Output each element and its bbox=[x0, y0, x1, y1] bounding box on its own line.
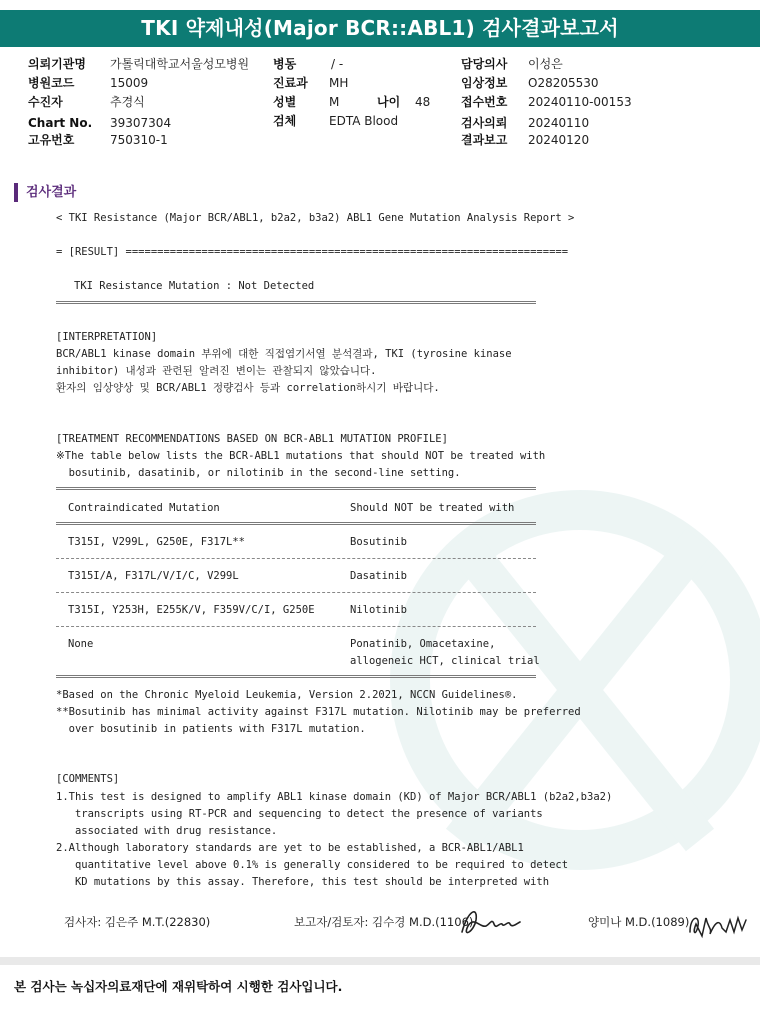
result-line: TKI Resistance Mutation : Not Detected bbox=[74, 280, 315, 292]
interpretation-line: BCR/ABL1 kinase domain 부위에 대한 직접염기서열 분석결과, TKI (tyrosine kinase bbox=[56, 348, 512, 360]
footnote: **Bosutinib has minimal activity against F317L mutation. Nilotinib may be preferred bbox=[56, 706, 581, 718]
info-row-ward: 병동 / - bbox=[273, 57, 344, 71]
comment-line: 1.This test is designed to amplify ABL1 kinase domain (KD) of Major BCR/ABL1 (b2a2,b3a2) bbox=[56, 791, 613, 803]
comment-line: quantitative level above 0.1% is generally considered to be required to detect bbox=[56, 859, 569, 871]
comment-line: transcripts using RT-PCR and sequencing to detect the presence of variants bbox=[56, 808, 543, 820]
interpretation-line: 환자의 임상양상 및 BCR/ABL1 정량검사 등과 correlation하시기 바랍니다. bbox=[56, 382, 440, 394]
footer-divider bbox=[0, 957, 760, 965]
info-row-report-date: 결과보고 20240120 bbox=[461, 133, 590, 147]
comment-line: KD mutations by this assay. Therefore, this test should be interpreted with bbox=[56, 876, 550, 888]
reporter-signature-image bbox=[458, 902, 522, 944]
table-header-mutation: Contraindicated Mutation bbox=[68, 502, 220, 514]
info-row-institution: 의뢰기관명 가톨릭대학교서울성모병원 bbox=[28, 57, 250, 71]
info-row-sex: 성별 M bbox=[273, 95, 340, 109]
info-row-request-date: 검사의뢰 20240110 bbox=[461, 116, 590, 130]
table-cell-drug: Ponatinib, Omacetaxine, bbox=[350, 638, 496, 650]
report-title: TKI 약제내성(Major BCR::ABL1) 검사결과보고서 bbox=[0, 10, 760, 47]
info-row-doctor: 담당의사 이성은 bbox=[461, 57, 563, 71]
treatment-note: bosutinib, dasatinib, or nilotinib in the second-line setting. bbox=[56, 467, 461, 479]
table-cell-mutation: None bbox=[68, 638, 94, 650]
table-cell-drug: allogeneic HCT, clinical trial bbox=[350, 655, 540, 667]
table-cell-mutation: T315I, Y253H, E255K/V, F359V/C/I, G250E bbox=[68, 604, 315, 616]
double-rule bbox=[56, 487, 536, 490]
info-row-unique-no: 고유번호 750310-1 bbox=[28, 133, 168, 147]
comment-line: 2.Although laboratory standards are yet to be established, a BCR-ABL1/ABL1 bbox=[56, 842, 524, 854]
table-cell-drug: Dasatinib bbox=[350, 570, 407, 582]
info-row-receipt-no: 접수번호 20240110-00153 bbox=[461, 95, 632, 109]
info-row-patient: 수진자 추경식 bbox=[28, 95, 145, 109]
reporter-signature-label: 보고자/검토자: 김수경 M.D.(1106) bbox=[294, 915, 474, 929]
info-row-chart-no: Chart No. 39307304 bbox=[28, 116, 172, 130]
footer-note: 본 검사는 녹십자의료재단에 재위탁하여 시행한 검사입니다. bbox=[14, 979, 343, 994]
dashed-rule bbox=[56, 626, 536, 627]
section-title-results: 검사결과 bbox=[14, 183, 76, 202]
tester-signature-label: 검사자: 김은주 M.T.(22830) bbox=[64, 915, 211, 929]
table-cell-mutation: T315I, V299L, G250E, F317L** bbox=[68, 536, 246, 548]
table-cell-mutation: T315I/A, F317L/V/I/C, V299L bbox=[68, 570, 239, 582]
info-row-hospital-code: 병원코드 15009 bbox=[28, 76, 149, 90]
comment-line: associated with drug resistance. bbox=[56, 825, 278, 837]
reviewer-signature-label: 양미나 M.D.(1089) bbox=[588, 915, 690, 929]
treatment-heading: [TREATMENT RECOMMENDATIONS BASED ON BCR-ABL1 MUTATION PROFILE] bbox=[56, 433, 448, 445]
double-rule bbox=[56, 522, 536, 525]
footnote: *Based on the Chronic Myeloid Leukemia, Version 2.2021, NCCN Guidelines®. bbox=[56, 689, 518, 701]
table-cell-drug: Bosutinib bbox=[350, 536, 407, 548]
reviewer-signature-image bbox=[686, 906, 750, 944]
double-rule bbox=[56, 675, 536, 678]
treatment-note: ※The table below lists the BCR-ABL1 mutations that should NOT be treated with bbox=[56, 450, 546, 462]
interpretation-line: inhibitor) 내성과 관련된 알려진 변이는 관찰되지 않았습니다. bbox=[56, 365, 377, 377]
result-heading: = [RESULT] ====================================================================== bbox=[56, 246, 569, 258]
table-header-drug: Should NOT be treated with bbox=[350, 502, 515, 514]
report-header: < TKI Resistance (Major BCR/ABL1, b2a2, b3a2) ABL1 Gene Mutation Analysis Report > bbox=[56, 212, 575, 224]
footnote: over bosutinib in patients with F317L mutation. bbox=[56, 723, 366, 735]
dashed-rule bbox=[56, 592, 536, 593]
info-row-specimen: 검체 EDTA Blood bbox=[273, 114, 399, 128]
table-cell-drug: Nilotinib bbox=[350, 604, 407, 616]
interpretation-heading: [INTERPRETATION] bbox=[56, 331, 158, 343]
dashed-rule bbox=[56, 558, 536, 559]
double-rule bbox=[56, 301, 536, 304]
info-row-department: 진료과 MH bbox=[273, 76, 349, 90]
info-row-clinical-info: 임상정보 O28205530 bbox=[461, 76, 599, 90]
comments-heading: [COMMENTS] bbox=[56, 773, 120, 785]
info-row-age: 나이 48 bbox=[377, 95, 431, 109]
